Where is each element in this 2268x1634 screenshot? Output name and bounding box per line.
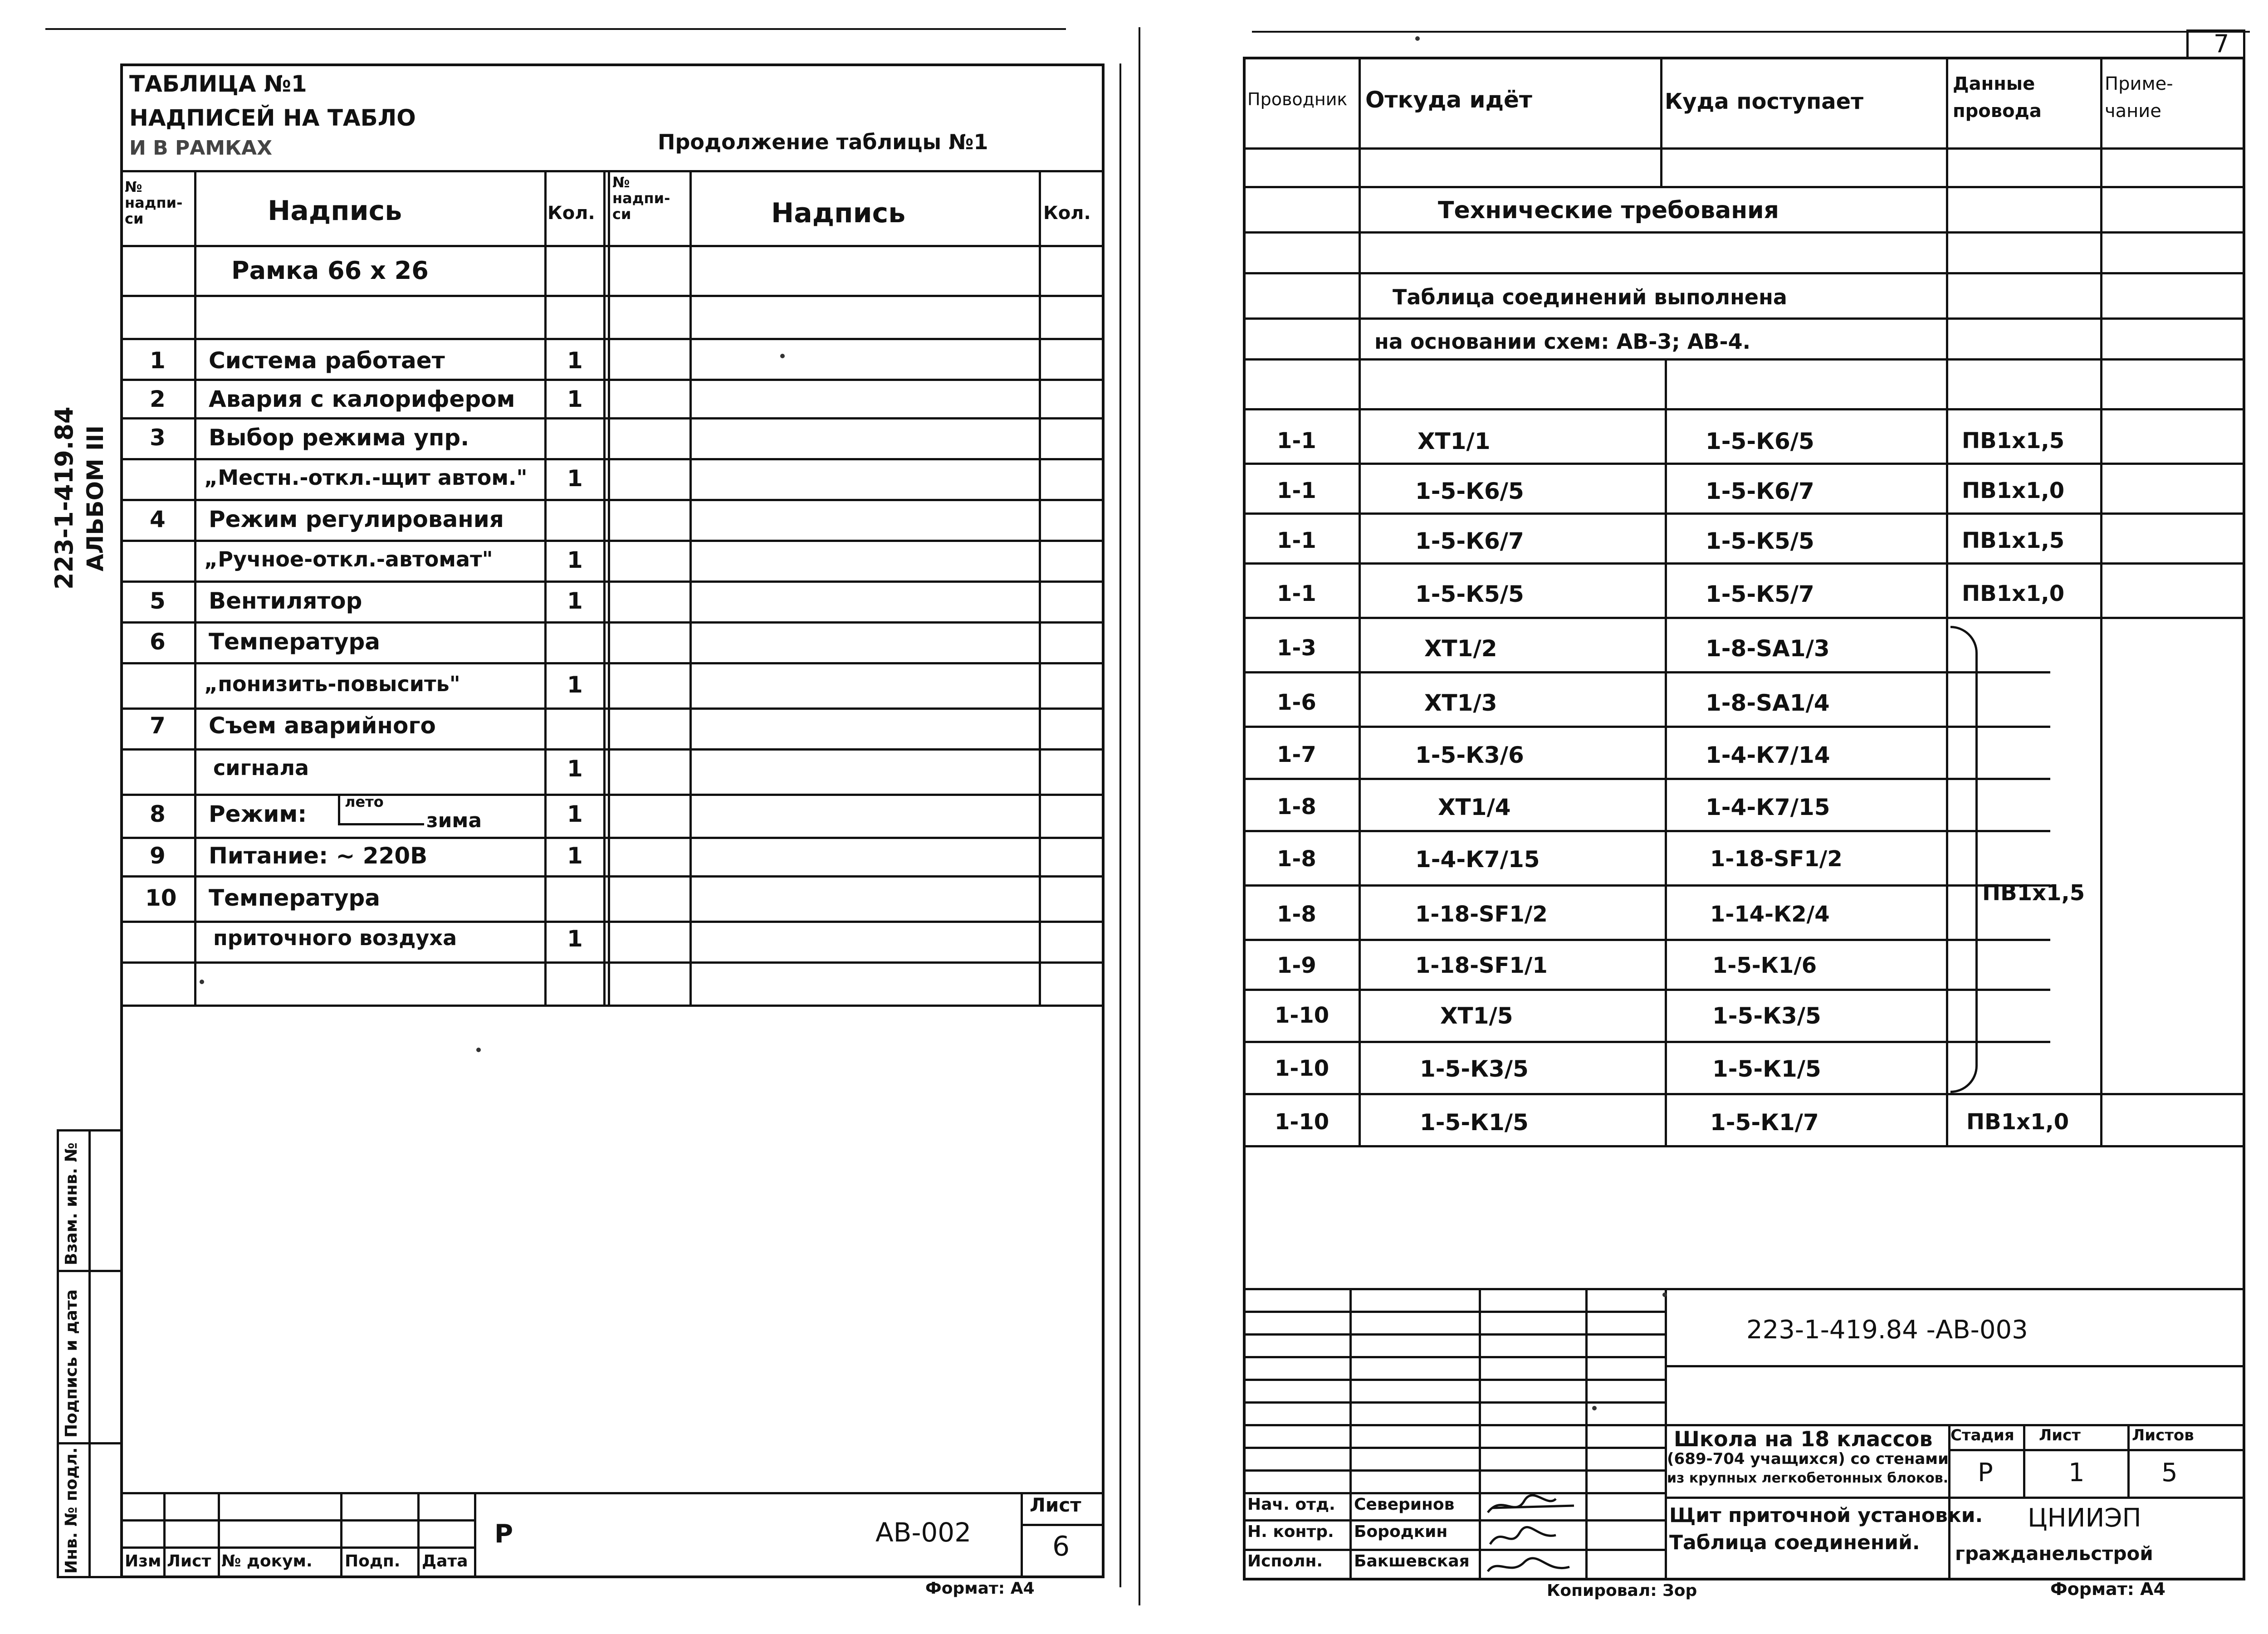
header-qty2: Кол.: [1043, 203, 1091, 224]
project-line1: Школа на 18 классов: [1674, 1427, 1933, 1451]
row-line: [1243, 512, 2245, 515]
stamp-line: [2023, 1424, 2025, 1497]
req-line2: на основании схем: АВ-3; АВ-4.: [1374, 329, 1751, 354]
row-text: сигнала: [213, 756, 309, 780]
row-line: [1243, 884, 2050, 887]
row-line: [1243, 830, 2050, 832]
row-line: [120, 1005, 1105, 1007]
table-title-line3: И В РАМКАХ: [129, 137, 273, 160]
row-wire: 1-9: [1277, 953, 1316, 978]
row-to: 1-5-К6/7: [1706, 478, 1814, 504]
stamp-line: [474, 1492, 476, 1578]
row-line: [1243, 1093, 2245, 1095]
header-text: Надпись: [268, 195, 402, 227]
row-text: Режим:: [209, 801, 307, 827]
stamp-line: [1243, 1492, 1665, 1494]
row-wire: 1-3: [1277, 635, 1316, 661]
col-line: [1660, 57, 1662, 186]
row-from: 1-4-К7/15: [1415, 846, 1540, 873]
drawing-title-line1: Щит приточной установки.: [1669, 1504, 1983, 1527]
row-to: 1-5-К1/5: [1712, 1056, 1821, 1082]
row-text: Рамка 66 х 26: [231, 256, 429, 285]
row-from: ХТ1/2: [1424, 635, 1497, 662]
row-text: Температура: [209, 885, 380, 911]
stamp-letter: Р: [494, 1519, 513, 1549]
row-text: „понизить-повысить": [204, 672, 460, 696]
row-line: [120, 379, 1105, 381]
row-wire: 1-7: [1277, 742, 1316, 767]
header-wire: Проводник: [1247, 89, 1348, 109]
row-text: Система работает: [209, 347, 445, 374]
row-qty: 1: [567, 386, 583, 412]
row-num: 2: [150, 386, 166, 412]
row-qty: 1: [567, 672, 583, 698]
row-data: ПВ1х1,5: [1962, 428, 2065, 454]
drawing-title-line2: Таблица соединений.: [1669, 1531, 1920, 1554]
row-to: 1-4-К7/14: [1706, 742, 1830, 768]
stamp-line: [1243, 1424, 1665, 1426]
project-line2: (689-704 учащихся) со стенами: [1667, 1450, 1949, 1468]
header-top-line: [120, 170, 1105, 172]
row-from: ХТ1/1: [1418, 428, 1491, 454]
stamp-line: [120, 1546, 474, 1549]
signature-2: [1490, 1527, 1556, 1544]
row-line: [1243, 1041, 2050, 1043]
stamp-head-stage: Стадия: [1950, 1426, 2014, 1444]
row-to: 1-5-К5/7: [1706, 581, 1814, 607]
row-qty: 1: [567, 588, 583, 614]
scan-speck: [200, 980, 204, 984]
row-to: 1-5-К1/7: [1710, 1109, 1819, 1136]
row-line: [1243, 562, 2245, 565]
row-line: [120, 295, 1105, 297]
role-1: Нач. отд.: [1247, 1495, 1335, 1514]
stamp-line: [1479, 1288, 1481, 1580]
col-line: [2100, 57, 2102, 1145]
row-line: [120, 662, 1105, 664]
row-qty: 1: [567, 347, 583, 374]
row-data: ПВ1х1,0: [1962, 581, 2065, 606]
row-qty: 1: [567, 465, 583, 492]
stamp-line: [1021, 1492, 1023, 1578]
row-line: [1243, 989, 2050, 991]
row-from: 1-5-К6/7: [1415, 528, 1524, 554]
row-data: ПВ1х1,5: [1962, 528, 2065, 553]
stamp-line: [2127, 1424, 2130, 1497]
stamp-line: [417, 1492, 420, 1578]
project-line3: из крупных легкобетонных блоков.: [1667, 1470, 1949, 1486]
stamp-line: [1243, 1379, 1665, 1381]
stamp-line: [1243, 1447, 1665, 1449]
row-line: [120, 921, 1105, 923]
stamp-head-sheet: Лист: [2039, 1426, 2081, 1444]
row-line: [120, 875, 1105, 878]
stamp-col-doc: № докум.: [221, 1552, 313, 1571]
row-from: 1-5-К5/5: [1415, 581, 1524, 607]
row-qty: 1: [567, 801, 583, 827]
right-format: Формат: А4: [2050, 1579, 2165, 1599]
right-sheet: [1139, 0, 2268, 1634]
row-line: [120, 417, 1105, 419]
row-line: [1243, 617, 2245, 619]
header-num: № надпи-си: [125, 178, 183, 228]
row-line: [1243, 1145, 2245, 1147]
row-text: Выбор режима упр.: [209, 424, 469, 451]
scan-edge: [1252, 31, 2250, 33]
row-text: Температура: [209, 629, 380, 655]
header-qty: Кол.: [547, 203, 595, 224]
header-bottom-line: [1243, 147, 2245, 150]
mode-switch-bottom: зима: [426, 809, 482, 832]
row-line: [1243, 726, 2050, 728]
scan-speck: [1592, 1406, 1597, 1410]
row-line: [120, 499, 1105, 501]
stamp-val-stage: Р: [1978, 1458, 1993, 1488]
side-stamp-inv: Инв. № подл.: [62, 1447, 81, 1574]
stamp-line: [218, 1492, 220, 1578]
row-from: ХТ1/5: [1440, 1003, 1513, 1029]
stamp-line: [1585, 1288, 1588, 1580]
row-data: ПВ1х1,0: [1962, 478, 2065, 503]
copied-by: Копировал: Зор: [1547, 1581, 1697, 1600]
row-qty: 1: [567, 547, 583, 573]
side-stamp-sign: Подпись и дата: [62, 1289, 81, 1438]
row-text: Съем аварийного: [209, 712, 436, 739]
row-data: ПВ1х1,0: [1966, 1109, 2069, 1135]
stamp-col-izm: Изм: [125, 1552, 161, 1571]
row-num: 7: [150, 712, 166, 739]
name-1: Северинов: [1354, 1495, 1455, 1514]
stamp-line: [1349, 1288, 1352, 1580]
row-qty: 1: [567, 756, 583, 782]
group-data: ПВ1х1,5: [1982, 880, 2085, 906]
row-line: [120, 794, 1105, 796]
row-wire: 1-10: [1275, 1003, 1330, 1028]
row-wire: 1-10: [1275, 1109, 1330, 1135]
stamp-line: [1243, 1519, 1665, 1522]
row-line: [1243, 317, 2245, 320]
stamp-line: [163, 1492, 166, 1578]
row-from: 1-18-SF1/2: [1415, 902, 1548, 927]
stamp-line: [1665, 1497, 2245, 1499]
tech-req-title: Технические требования: [1438, 197, 1779, 224]
side-code: 223-1-419.84: [50, 406, 78, 590]
row-line: [1243, 463, 2245, 465]
row-from: ХТ1/4: [1438, 794, 1511, 820]
table-title-line1: ТАБЛИЦА №1: [129, 71, 307, 97]
row-wire: 1-8: [1277, 902, 1316, 927]
req-line1: Таблица соединений выполнена: [1393, 285, 1787, 309]
right-doc-code: 223-1-419.84 -АВ-003: [1746, 1315, 2028, 1345]
group-brace: [1950, 626, 1978, 1093]
stamp-line: [120, 1519, 474, 1522]
stamp-line: [1948, 1424, 1950, 1580]
header-to: Куда поступает: [1665, 89, 1864, 114]
col-line: [1359, 57, 1361, 1145]
row-line: [1243, 671, 2050, 673]
row-text: „Ручное-откл.-автомат": [204, 547, 493, 571]
row-to: 1-18-SF1/2: [1710, 846, 1843, 872]
stamp-line: [1243, 1356, 1665, 1358]
side-album: АЛЬБОМ III: [82, 425, 108, 571]
scan-speck: [780, 354, 785, 358]
header-text2: Надпись: [771, 197, 906, 229]
row-line: [120, 748, 1105, 751]
stamp-line: [1665, 1288, 1667, 1580]
row-from: ХТ1/3: [1424, 690, 1497, 716]
right-edge-line: [1139, 27, 1140, 1605]
name-2: Бородкин: [1354, 1522, 1448, 1541]
org-line2: гражданельстрой: [1955, 1542, 2153, 1565]
side-stamp-line: [57, 1442, 122, 1444]
scan-speck: [1662, 1293, 1667, 1297]
stamp-col-list: Лист: [167, 1552, 211, 1571]
row-line: [1243, 272, 2245, 274]
stamp-line: [1243, 1311, 1665, 1313]
stamp-col-sign: Подп.: [345, 1552, 401, 1571]
row-wire: 1-1: [1277, 528, 1316, 553]
row-text: Вентилятор: [209, 588, 362, 614]
page-number: 7: [2214, 29, 2229, 58]
row-text: приточного воздуха: [213, 926, 457, 950]
role-2: Н. контр.: [1247, 1522, 1334, 1541]
side-stamp-line: [88, 1129, 91, 1578]
stamp-val-sheet: 1: [2068, 1458, 2085, 1488]
stamp-line: [1243, 1333, 1665, 1336]
row-num: 1: [150, 347, 166, 374]
row-wire: 1-1: [1277, 428, 1316, 454]
mode-switch-top: лето: [345, 793, 384, 810]
org-line1: ЦНИИЭП: [2028, 1503, 2141, 1533]
continuation-label: Продолжение таблицы №1: [658, 130, 988, 154]
header-num2: № надпи-си: [612, 174, 670, 223]
stamp-line: [1665, 1365, 2245, 1367]
col-line: [1946, 57, 1948, 1145]
row-to: 1-5-К1/6: [1712, 953, 1817, 978]
row-from: 1-18-SF1/1: [1415, 953, 1548, 978]
stamp-line: [120, 1492, 1105, 1494]
row-wire: 1-10: [1275, 1056, 1330, 1081]
row-text: Режим регулирования: [209, 506, 504, 532]
row-num: 3: [150, 424, 166, 451]
row-wire: 1-1: [1277, 478, 1316, 503]
row-line: [120, 621, 1105, 624]
row-qty: 1: [567, 926, 583, 952]
row-num: 8: [150, 801, 166, 827]
side-stamp-line: [57, 1270, 122, 1272]
stamp-val-sheets: 5: [2161, 1458, 2178, 1488]
signature-1: [1488, 1495, 1574, 1512]
row-from: 1-5-К1/5: [1420, 1109, 1529, 1136]
row-text: Питание: ~ 220В: [209, 843, 428, 869]
row-text: Авария с калорифером: [209, 386, 515, 412]
row-line: [1243, 186, 2245, 188]
stamp-line: [1948, 1449, 2245, 1451]
row-line: [1243, 231, 2245, 234]
row-to: 1-8-SA1/3: [1706, 635, 1830, 662]
sheet-number: 6: [1052, 1531, 1070, 1562]
row-to: 1-5-К3/5: [1712, 1003, 1821, 1029]
row-line: [1243, 778, 2050, 780]
left-format: Формат: А4: [925, 1579, 1035, 1598]
stamp-line: [1021, 1524, 1105, 1526]
row-from: 1-5-К3/6: [1415, 742, 1524, 768]
row-num: 10: [145, 885, 177, 911]
row-to: 1-8-SA1/4: [1706, 690, 1830, 716]
row-wire: 1-8: [1277, 846, 1316, 872]
header-data: Данные провода: [1953, 73, 2042, 122]
table-title-line2: НАДПИСЕЙ НА ТАБЛО: [129, 105, 416, 131]
left-edge-line: [1119, 63, 1121, 1587]
row-num: 4: [150, 506, 166, 532]
row-line: [120, 540, 1105, 542]
row-qty: 1: [567, 843, 583, 869]
signature-3: [1488, 1558, 1569, 1571]
scan-speck: [476, 1048, 481, 1052]
col-line: [1665, 358, 1667, 1145]
stamp-line: [1243, 1401, 1665, 1404]
row-line: [1243, 408, 2245, 410]
row-to: 1-5-К6/5: [1706, 428, 1814, 454]
signatures: [1483, 1490, 1583, 1580]
row-line: [120, 338, 1105, 340]
header-from: Откуда идёт: [1365, 87, 1532, 113]
scan-speck: [1415, 36, 1420, 41]
row-line: [1243, 358, 2245, 361]
row-from: 1-5-К6/5: [1415, 478, 1524, 504]
row-num: 5: [150, 588, 166, 614]
row-line: [120, 707, 1105, 710]
row-to: 1-4-К7/15: [1706, 794, 1830, 820]
stamp-line: [1243, 1549, 1665, 1551]
row-line: [120, 458, 1105, 460]
sheet-label: Лист: [1030, 1494, 1081, 1516]
left-doc-code: АВ-002: [875, 1517, 972, 1548]
row-line: [120, 837, 1105, 839]
row-text: „Местн.-откл.-щит автом.": [204, 465, 528, 490]
role-3: Исполн.: [1247, 1552, 1323, 1571]
row-wire: 1-1: [1277, 581, 1316, 606]
stamp-line: [340, 1492, 342, 1578]
row-from: 1-5-К3/5: [1420, 1056, 1529, 1082]
row-wire: 1-8: [1277, 794, 1316, 819]
side-stamp-replace: Взам. инв. №: [62, 1142, 81, 1265]
stamp-line: [1243, 1469, 1665, 1472]
header-bottom-line: [120, 245, 1105, 247]
row-num: 6: [150, 629, 166, 655]
row-num: 9: [150, 843, 166, 869]
stamp-col-date: Дата: [422, 1552, 468, 1571]
name-3: Бакшевская: [1354, 1552, 1470, 1571]
scan-edge: [45, 28, 1066, 30]
row-wire: 1-6: [1277, 690, 1316, 715]
header-note: Приме-чание: [2105, 73, 2173, 122]
row-to: 1-5-К5/5: [1706, 528, 1814, 554]
row-line: [1243, 939, 2050, 941]
row-line: [120, 961, 1105, 964]
row-line: [120, 580, 1105, 583]
stamp-head-sheets: Листов: [2132, 1426, 2194, 1444]
stamp-line: [1243, 1288, 2245, 1290]
row-to: 1-14-К2/4: [1710, 902, 1830, 927]
